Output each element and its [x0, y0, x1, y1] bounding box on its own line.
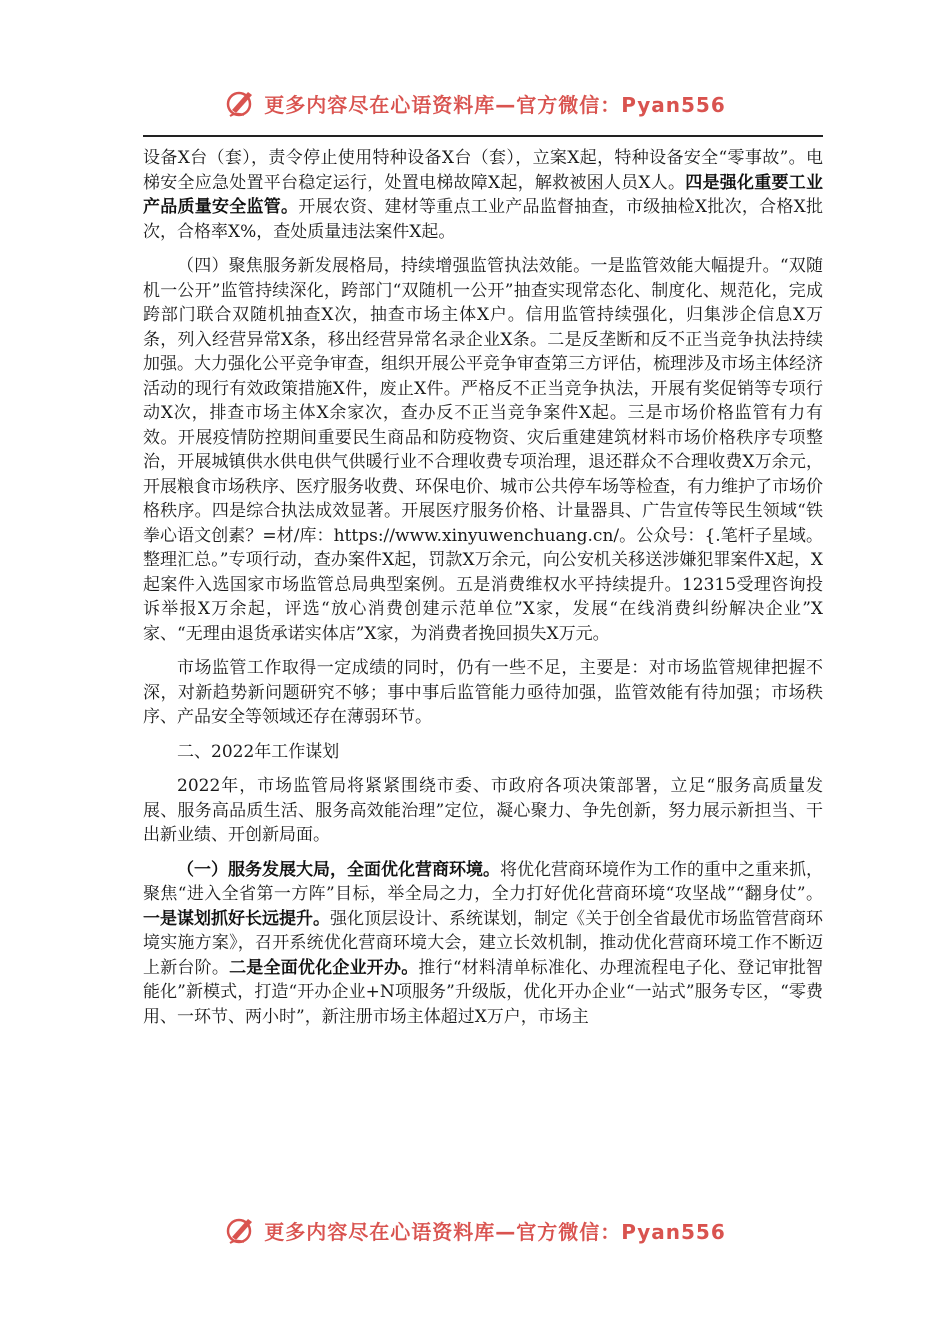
text-run: （四）聚焦服务新发展格局，持续增强监管执法效能。一是监管效能大幅提升。“双随机一公开”监管持续深化，跨部门“双随机一公开”抽查实现常态化、制度化、规范化，完成跨部门联合双随机抽查X次，抽查市场主体X户。信用监管持续强化，归集涉企信息X万条，列入经营异常X条，移出经营异常名录企业X条。二是反垄断和反不正当竞争执法持续加强。大力强化公平竞争审查，组织开展公平竞争审查第三方评估，梳理涉及市场主体经济活动的现行有效政策措施X件，废止X件。严格反不正当竞争执法，开展有奖促销等专项行动X次，排查市场主体X余家次，查办反不正当竞争案件X起。三是市场价格监管有力有效。开展疫情防控期间重要民生商品和防疫物资、灾后重建建筑材料市场价格秩序专项整治，开展城镇供水供电供气供暖行业不合理收费专项治理，退还群众不合理收费X万余元，开展粮食市场秩序、医疗服务收费、环保电价、城市公共停车场等检查，有力维护了市场价格秩序。四是综合执法成效显著。开展医疗服务价格、计量器具、广告宣传等民生领域“铁拳心语文创素？=材/库：https://www.xinyuwenchuang.cn/。公众号：{.笔杆子星域。整理汇总。”专项行动，查办案件X起，罚款X万余元，向公安机关移送涉嫌犯罪案件X起，X起案件入选国家市场监管总局典型案例。五是消费维权水平持续提升。12315受理咨询投诉举报X万余起，评选“放心消费创建示范单位”X家，发展“在线消费纠纷解决企业”X家、“无理由退货承诺实体店”X家，为消费者挽回损失X万元。 [143, 256, 823, 644]
section-heading: 二、2022年工作谋划 [177, 741, 340, 762]
paragraph [143, 656, 823, 730]
paragraph [143, 774, 823, 848]
footer-banner [0, 1210, 950, 1250]
text-run: 设备X台（套），责令停止使用特种设备X台（套），立案X起，特种设备安全“零事故”。电梯安全应急处置平台稳定运行，处置电梯故障X起，解救被困人员X人。 [143, 148, 823, 193]
paragraph [143, 254, 823, 646]
paragraph-group-2 [143, 774, 823, 1029]
header-divider [143, 135, 823, 137]
text-run: 市场监管工作取得一定成绩的同时，仍有一些不足，主要是：对市场监管规律把握不深，对新趋势新问题研究不够；事中事后监管能力亟待加强，监管效能有待加强；市场秩序、产品安全等领域还存在薄弱环节。 [143, 658, 823, 727]
text-run: 2022年，市场监管局将紧紧围绕市委、市政府各项决策部署，立足“服务高质量发展、服务高品质生活、服务高效能治理”定位，凝心聚力、争先创新，努力展示新担当、干出新业绩、开创新局面。 [143, 776, 823, 845]
text-run: 开展农资、建材等重点工业产品监督抽查，市级抽检X批次，合格X批次，合格率X%，查处质量违法案件X起。 [143, 197, 823, 242]
pen-logo-icon [224, 1213, 258, 1247]
text-run: 将优化营商环境作为工作的重中之重来抓，聚焦“进入全省第一方阵”目标，举全局之力，全力打好优化营商环境“攻坚战”“翻身仗”。 [143, 859, 823, 904]
footer-banner-text: 更多内容尽在心语资料库—官方微信：Pyan556 [264, 1219, 726, 1244]
pen-logo-icon [224, 86, 258, 120]
paragraph-group-1 [143, 146, 823, 730]
text-run: 推行“材料清单标准化、办理流程电子化、登记审批智能化”新模式，打造“开办企业+N项服务”升级版，优化开办企业“一站式”服务专区，“零费用、一环节、两小时”，新注册市场主体超过X万户，市场主 [143, 957, 824, 1027]
paragraph [143, 146, 823, 244]
bold-run: 一是谋划抓好长远提升。 [143, 908, 330, 929]
header-banner-text: 更多内容尽在心语资料库—官方微信：Pyan556 [264, 92, 726, 117]
header-banner [0, 83, 950, 123]
text-run: 强化顶层设计、系统谋划，制定《关于创全省最优市场监管营商环境实施方案》，召开系统优化营商环境大会，建立长效机制，推动优化营商环境工作不断迈上新台阶。 [143, 908, 823, 978]
paragraph [143, 858, 823, 1030]
document-body [143, 146, 823, 1039]
bold-run: 四是强化重要工业产品质量安全监管。 [143, 172, 823, 217]
bold-run: （一）服务发展大局，全面优化营商环境。 [177, 859, 500, 880]
bold-run: 二是全面优化企业开办。 [229, 957, 419, 978]
